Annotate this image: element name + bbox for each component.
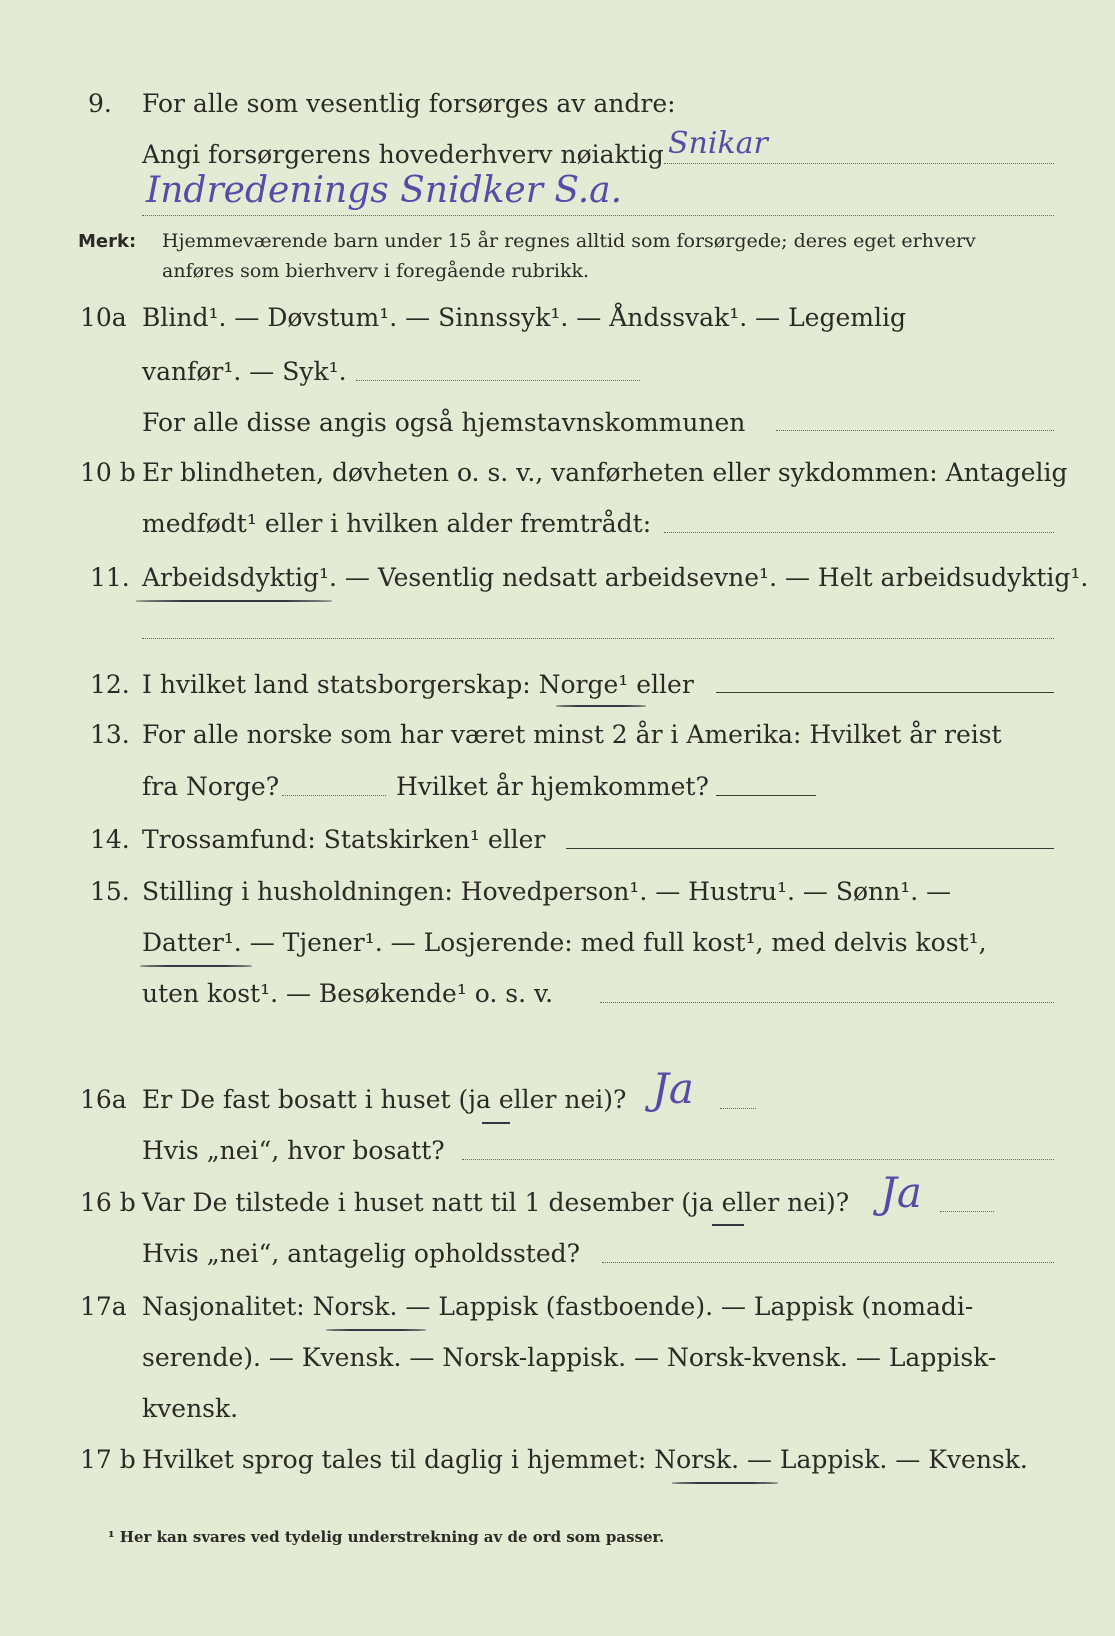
q12-line1 <box>0 663 1115 707</box>
q17a-number: 17a <box>80 1292 127 1321</box>
q17b-underline-norsk <box>672 1482 778 1484</box>
q17b-text: Hvilket sprog tales til daglig i hjemmet: Norsk. — Lappisk. — Kvensk. <box>142 1445 1028 1474</box>
q15-text-2: Datter¹. — Tjener¹. — Losjerende: med full kost¹, med delvis kost¹, <box>142 928 987 957</box>
q11-underline-arbeidsdyktig <box>136 600 332 602</box>
q17a-text-3: kvensk. <box>142 1394 239 1423</box>
q10a-fill-syk <box>356 380 640 381</box>
q17a-text-2: serende). — Kvensk. — Norsk-lappisk. — Norsk-kvensk. — Lappisk- <box>142 1343 997 1372</box>
q15-fill <box>600 1002 1054 1003</box>
footnote: ¹ Her kan svares ved tydelig understrekning av de ord som passer. <box>108 1528 665 1546</box>
q10a-text-1: Blind¹. — Døvstum¹. — Sinnssyk¹. — Åndssvak¹. — Legemlig <box>142 303 906 332</box>
q9-occupation-label: Angi forsørgerens hovederhverv nøiaktig <box>142 140 664 169</box>
q13-text-2a: fra Norge? <box>142 772 280 801</box>
q14-text: Trossamfund: Statskirken¹ eller <box>142 825 546 854</box>
q9-fill-line-2 <box>142 215 1054 216</box>
q16a-text-2: Hvis „nei“, hvor bosatt? <box>142 1136 445 1165</box>
q15-line3 <box>0 972 1115 1016</box>
q17b-number: 17 b <box>80 1445 136 1474</box>
q14-line1 <box>0 818 1115 862</box>
merk-text-2: anføres som bierhverv i foregående rubrikk. <box>162 260 590 282</box>
q17a-line2 <box>0 1336 1115 1380</box>
q12-text: I hvilket land statsborgerskap: Norge¹ eller <box>142 670 694 699</box>
q13-number: 13. <box>90 720 130 749</box>
q10b-line1 <box>0 451 1115 495</box>
q11-number: 11. <box>90 563 130 592</box>
q16a-underline-ja <box>482 1122 510 1124</box>
q16b-underline-ja <box>712 1224 744 1226</box>
q10a-fill-kommune <box>776 430 1054 431</box>
q15-underline-datter <box>140 965 252 967</box>
q16a-fill-2 <box>462 1159 1054 1160</box>
q16b-handwritten-answer: Ja <box>880 1168 922 1217</box>
q16b-fill-2 <box>602 1262 1054 1263</box>
q16a-text-1: Er De fast bosatt i huset (ja eller nei)? <box>142 1085 627 1114</box>
q15-number: 15. <box>90 877 130 906</box>
q15-line2 <box>0 921 1115 965</box>
q17a-underline-norsk <box>326 1329 426 1331</box>
q12-underline-norge <box>556 705 646 707</box>
q16b-number: 16 b <box>80 1188 136 1217</box>
merk-label: Merk: <box>78 231 137 252</box>
q16b-line1 <box>0 1181 1115 1225</box>
q16a-line1 <box>0 1078 1115 1122</box>
q12-fill <box>716 692 1054 693</box>
q16a-line2 <box>0 1129 1115 1173</box>
q10b-fill <box>664 532 1054 533</box>
q16b-fill-1 <box>940 1211 994 1212</box>
q16b-text-1: Var De tilstede i huset natt til 1 desember (ja eller nei)? <box>142 1188 850 1217</box>
q12-number: 12. <box>90 670 130 699</box>
q10b-text-1: Er blindheten, døvheten o. s. v., vanførheten eller sykdommen: Antagelig <box>142 458 1068 487</box>
q15-line1 <box>0 870 1115 914</box>
q9-number: 9. <box>88 89 112 118</box>
q16a-number: 16a <box>80 1085 127 1114</box>
q13-line2 <box>0 765 1115 809</box>
q10b-line2 <box>0 502 1115 546</box>
q9-handwritten-answer-2: Indredenings Snidker S.a. <box>146 170 623 211</box>
merk-note <box>78 226 976 257</box>
q10b-text-2: medfødt¹ eller i hvilken alder fremtrådt: <box>142 509 652 538</box>
q17a-line3 <box>0 1387 1115 1431</box>
q17a-line1 <box>0 1285 1115 1329</box>
q14-number: 14. <box>90 825 130 854</box>
q15-text-1: Stilling i husholdningen: Hovedperson¹. — Hustru¹. — Sønn¹. — <box>142 877 952 906</box>
q16a-fill-1 <box>720 1108 756 1109</box>
q11-line1 <box>0 556 1115 600</box>
q11-text: Arbeidsdyktig¹. — Vesentlig nedsatt arbeidsevne¹. — Helt arbeidsudyktig¹. <box>142 563 1089 592</box>
q9-text: For alle som vesentlig forsørges av andre: <box>142 89 676 118</box>
q11-fill <box>142 638 1054 639</box>
q10a-text-3: For alle disse angis også hjemstavnskommunen <box>142 408 746 437</box>
q13-fill-hjemkommet <box>716 795 816 796</box>
q13-text-2b: Hvilket år hjemkommet? <box>396 772 709 801</box>
q16b-line2 <box>0 1232 1115 1276</box>
q15-text-3: uten kost¹. — Besøkende¹ o. s. v. <box>142 979 554 1008</box>
q16b-text-2: Hvis „nei“, antagelig opholdssted? <box>142 1239 581 1268</box>
q10a-line3 <box>0 401 1115 445</box>
q17a-text-1: Nasjonalitet: Norsk. — Lappisk (fastboende). — Lappisk (nomadi- <box>142 1292 974 1321</box>
q10a-line1 <box>0 296 1115 340</box>
q9-handwritten-answer-1: Snikar <box>668 126 768 161</box>
q9-fill-line-1 <box>664 163 1054 164</box>
q10a-text-2: vanfør¹. — Syk¹. <box>142 357 347 386</box>
q17b-line1 <box>0 1438 1115 1482</box>
q13-fill-reist <box>282 795 386 796</box>
q16a-handwritten-answer: Ja <box>652 1064 694 1113</box>
q10b-number: 10 b <box>80 458 136 487</box>
merk-text-1: Hjemmeværende barn under 15 år regnes alltid som forsørgede; deres eget erhverv <box>162 230 976 252</box>
q10a-line2 <box>0 350 1115 394</box>
q14-fill <box>566 848 1054 849</box>
q13-line1 <box>0 713 1115 757</box>
q10a-number: 10a <box>80 303 127 332</box>
q9-line1 <box>0 82 1115 126</box>
q13-text-1: For alle norske som har været minst 2 år i Amerika: Hvilket år reist <box>142 720 1002 749</box>
